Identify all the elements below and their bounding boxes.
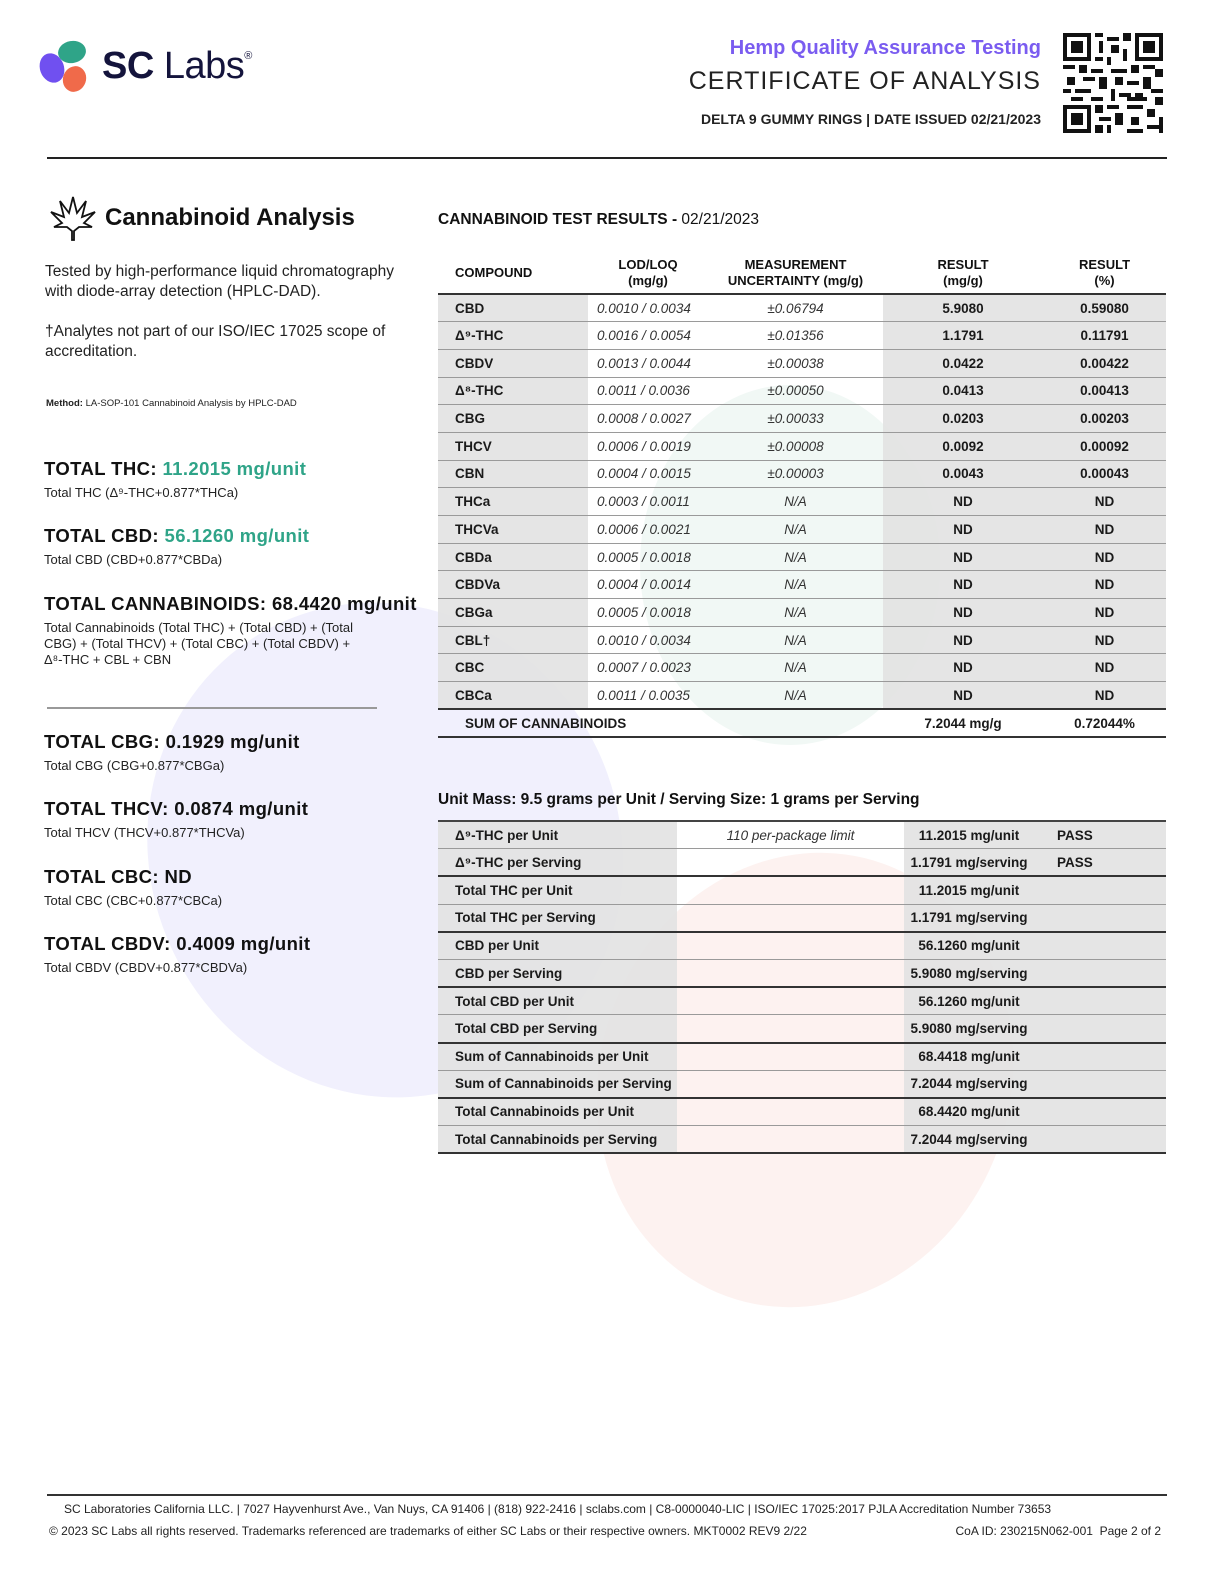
qr-code-icon[interactable] (1062, 33, 1164, 133)
serving-limit (677, 1043, 904, 1071)
serving-value: 7.2044 mg/serving (904, 1070, 1034, 1098)
uncertainty-value: N/A (708, 654, 883, 682)
serving-metric-name: CBD per Serving (438, 959, 677, 987)
serving-row (438, 1098, 1166, 1126)
brand-name: SC Labs® (102, 45, 252, 87)
uncertainty-value: ±0.00033 (708, 405, 883, 433)
compound-name: Δ⁹-THC (438, 322, 588, 350)
compound-name: CBC (438, 654, 588, 682)
result-row (438, 349, 1166, 377)
serving-value: 11.2015 mg/unit (904, 876, 1034, 904)
compound-name: CBL† (438, 626, 588, 654)
lodloq-value: 0.0008 / 0.0027 (588, 405, 708, 433)
result-pct: 0.00203 (1043, 405, 1166, 433)
cannabinoid-results-table (438, 252, 1166, 738)
serving-row (438, 959, 1166, 987)
scope-note: †Analytes not part of our ISO/IEC 17025 scope of accreditation. (45, 323, 386, 360)
serving-metric-name: Total Cannabinoids per Serving (438, 1126, 677, 1154)
serving-row (438, 821, 1166, 849)
result-row (438, 460, 1166, 488)
results-header-row (438, 252, 1166, 294)
serving-row (438, 987, 1166, 1015)
result-mgg: 0.0203 (883, 405, 1043, 433)
serving-metric-name: CBD per Unit (438, 932, 677, 960)
result-row (438, 516, 1166, 544)
footer-coa-id (956, 1524, 1162, 1538)
total-cbg: TOTAL CBG: 0.1929 mg/unit Total CBG (CBG+0.877*CBGa) (44, 731, 300, 773)
compound-name: THCa (438, 488, 588, 516)
sc-labs-logo-icon (40, 40, 92, 92)
pass-status (1034, 932, 1166, 960)
method-line: Method: LA-SOP-101 Cannabinoid Analysis by HPLC-DAD (46, 398, 297, 409)
result-pct: ND (1043, 571, 1166, 599)
header-divider (47, 157, 1167, 159)
serving-row (438, 1043, 1166, 1071)
sum-row (438, 709, 1166, 737)
result-pct: 0.00422 (1043, 349, 1166, 377)
footer-address: SC Laboratories California LLC. | 7027 Hayvenhurst Ave., Van Nuys, CA 91406 | (818) 922-2416 | sclabs.com | C8-0000040-LIC | ISO/IEC 17025:2017 PJLA Accreditation Number 73653 (64, 1502, 1052, 1516)
serving-limit (677, 1126, 904, 1154)
certificate-title: CERTIFICATE OF ANALYSIS (688, 67, 1041, 95)
serving-limit (677, 932, 904, 960)
result-mgg: ND (883, 571, 1043, 599)
page-number: Page 2 of 2 (1099, 1524, 1161, 1538)
serving-limit (677, 904, 904, 932)
result-mgg: ND (883, 488, 1043, 516)
sum-label: SUM OF CANNABINOIDS (438, 709, 883, 737)
result-row (438, 405, 1166, 433)
compound-name: CBN (438, 460, 588, 488)
uncertainty-value: ±0.01356 (708, 322, 883, 350)
serving-limit (677, 1070, 904, 1098)
result-pct: ND (1043, 516, 1166, 544)
result-row (438, 571, 1166, 599)
result-mgg: 1.1791 (883, 322, 1043, 350)
uncertainty-value: ±0.00008 (708, 432, 883, 460)
pass-status: PASS (1034, 849, 1166, 877)
result-mgg: 0.0043 (883, 460, 1043, 488)
uncertainty-value: N/A (708, 543, 883, 571)
section-heading: Cannabinoid Analysis (105, 204, 355, 231)
uncertainty-value: N/A (708, 571, 883, 599)
lodloq-value: 0.0011 / 0.0036 (588, 377, 708, 405)
serving-value: 68.4420 mg/unit (904, 1098, 1034, 1126)
serving-value: 1.1791 mg/serving (904, 849, 1034, 877)
serving-metric-name: Sum of Cannabinoids per Serving (438, 1070, 677, 1098)
result-row (438, 432, 1166, 460)
serving-metric-name: Total Cannabinoids per Unit (438, 1098, 677, 1126)
serving-metric-name: Total CBD per Serving (438, 1015, 677, 1043)
footer-copyright: © 2023 SC Labs all rights reserved. Trademarks referenced are trademarks of either SC Labs or their respective owners. MKT0002 REV9 2/22 (49, 1524, 807, 1538)
result-row (438, 682, 1166, 710)
result-pct: ND (1043, 488, 1166, 516)
pass-status (1034, 1126, 1166, 1154)
result-pct: 0.00092 (1043, 432, 1166, 460)
serving-row (438, 1015, 1166, 1043)
serving-row (438, 1070, 1166, 1098)
compound-name: THCV (438, 432, 588, 460)
certificate-header (689, 36, 1041, 128)
result-row (438, 488, 1166, 516)
lodloq-value: 0.0010 / 0.0034 (588, 294, 708, 322)
result-mgg: ND (883, 599, 1043, 627)
result-mgg: 5.9080 (883, 294, 1043, 322)
serving-row (438, 876, 1166, 904)
lodloq-value: 0.0003 / 0.0011 (588, 488, 708, 516)
result-mgg: ND (883, 682, 1043, 710)
serving-metric-name: Total THC per Serving (438, 904, 677, 932)
total-thc: TOTAL THC: 11.2015 mg/unit Total THC (Δ⁹-THC+0.877*THCa) (44, 458, 307, 500)
totals-divider (47, 707, 377, 709)
product-name: DELTA 9 GUMMY RINGS (700, 111, 863, 127)
result-row (438, 377, 1166, 405)
certificate-subtitle: Hemp Quality Assurance Testing (729, 37, 1041, 59)
serving-value: 5.9080 mg/serving (904, 1015, 1034, 1043)
serving-limit (677, 959, 904, 987)
serving-limit (677, 1015, 904, 1043)
coa-id: CoA ID: 230215N062-001 (955, 1524, 1093, 1538)
compound-name: CBCa (438, 682, 588, 710)
result-mgg: 0.0413 (883, 377, 1043, 405)
lodloq-value: 0.0016 / 0.0054 (588, 322, 708, 350)
total-cbd: TOTAL CBD: 56.1260 mg/unit Total CBD (CBD+0.877*CBDa) (44, 525, 310, 567)
serving-row (438, 904, 1166, 932)
compound-name: CBDVa (438, 571, 588, 599)
lodloq-value: 0.0013 / 0.0044 (588, 349, 708, 377)
lodloq-value: 0.0010 / 0.0034 (588, 626, 708, 654)
serving-metric-name: Total THC per Unit (438, 876, 677, 904)
sum-mgg: 7.2044 mg/g (883, 709, 1043, 737)
lodloq-value: 0.0005 / 0.0018 (588, 543, 708, 571)
serving-row (438, 1126, 1166, 1154)
serving-value: 5.9080 mg/serving (904, 959, 1034, 987)
result-mgg: ND (883, 626, 1043, 654)
compound-name: CBG (438, 405, 588, 433)
result-mgg: ND (883, 543, 1043, 571)
footer-divider (47, 1494, 1167, 1496)
serving-metric-name: Δ⁹-THC per Unit (438, 821, 677, 849)
uncertainty-value: ±0.00038 (708, 349, 883, 377)
compound-name: CBGa (438, 599, 588, 627)
result-mgg: ND (883, 516, 1043, 544)
serving-limit (677, 876, 904, 904)
compound-name: THCVa (438, 516, 588, 544)
uncertainty-value: ±0.00003 (708, 460, 883, 488)
result-pct: 0.00413 (1043, 377, 1166, 405)
result-pct: 0.59080 (1043, 294, 1166, 322)
uncertainty-value: ±0.00050 (708, 377, 883, 405)
total-cannabinoids: TOTAL CANNABINOIDS: 68.4420 mg/unit Total Cannabinoids (Total THC) + (Total CBD) + (Total CBG) + (Total THCV) + (Total CBC) + (Total CBDV) + Δ⁸-THC + CBL + CBN (44, 593, 417, 667)
result-row (438, 599, 1166, 627)
unit-mass-title: Unit Mass: 9.5 grams per Unit / Serving Size: 1 grams per Serving (438, 791, 920, 808)
total-thcv: TOTAL THCV: 0.0874 mg/unit Total THCV (THCV+0.877*THCVa) (44, 798, 309, 840)
serving-row (438, 849, 1166, 877)
result-pct: ND (1043, 543, 1166, 571)
sum-pct: 0.72044% (1043, 709, 1166, 737)
method-description (45, 262, 405, 362)
serving-limit (677, 987, 904, 1015)
lodloq-value: 0.0007 / 0.0023 (588, 654, 708, 682)
col-result-mgg: RESULT (mg/g) (937, 256, 989, 288)
result-row (438, 294, 1166, 322)
compound-name: CBDV (438, 349, 588, 377)
result-pct: ND (1043, 599, 1166, 627)
pass-status (1034, 959, 1166, 987)
lodloq-value: 0.0011 / 0.0035 (588, 682, 708, 710)
uncertainty-value: ±0.06794 (708, 294, 883, 322)
result-mgg: 0.0422 (883, 349, 1043, 377)
sc-labs-logo (40, 40, 252, 92)
date-issued: DATE ISSUED 02/21/2023 (873, 111, 1041, 127)
lodloq-value: 0.0006 / 0.0021 (588, 516, 708, 544)
result-row (438, 626, 1166, 654)
lodloq-value: 0.0004 / 0.0014 (588, 571, 708, 599)
product-date-line: DELTA 9 GUMMY RINGS | DATE ISSUED 02/21/2023 (700, 111, 1041, 127)
pass-status (1034, 1043, 1166, 1071)
serving-row (438, 932, 1166, 960)
serving-metric-name: Total CBD per Unit (438, 987, 677, 1015)
pass-status (1034, 1070, 1166, 1098)
uncertainty-value: N/A (708, 488, 883, 516)
col-lodloq: LOD/LOQ (mg/g) (618, 256, 678, 288)
compound-name: CBD (438, 294, 588, 322)
uncertainty-value: N/A (708, 682, 883, 710)
serving-value: 7.2044 mg/serving (904, 1126, 1034, 1154)
serving-value: 56.1260 mg/unit (904, 932, 1034, 960)
result-row (438, 543, 1166, 571)
pass-status (1034, 1015, 1166, 1043)
results-title: CANNABINOID TEST RESULTS - 02/21/2023 (438, 211, 759, 228)
result-mgg: 0.0092 (883, 432, 1043, 460)
col-uncertainty: MEASUREMENT UNCERTAINTY (mg/g) (727, 256, 864, 288)
lodloq-value: 0.0005 / 0.0018 (588, 599, 708, 627)
col-result-pct: RESULT (%) (1078, 256, 1131, 288)
serving-value: 1.1791 mg/serving (904, 904, 1034, 932)
serving-value: 56.1260 mg/unit (904, 987, 1034, 1015)
total-cbdv: TOTAL CBDV: 0.4009 mg/unit Total CBDV (CBDV+0.877*CBDVa) (44, 933, 311, 975)
result-pct: ND (1043, 654, 1166, 682)
col-compound: COMPOUND (455, 264, 533, 280)
result-row (438, 654, 1166, 682)
serving-limit (677, 849, 904, 877)
serving-limit: 110 per-package limit (677, 821, 904, 849)
serving-metric-name: Δ⁹-THC per Serving (438, 849, 677, 877)
pass-status (1034, 876, 1166, 904)
section-title (48, 193, 355, 243)
serving-value: 68.4418 mg/unit (904, 1043, 1034, 1071)
result-pct: 0.00043 (1043, 460, 1166, 488)
result-mgg: ND (883, 654, 1043, 682)
pass-status: PASS (1034, 821, 1166, 849)
serving-limit (677, 1098, 904, 1126)
result-pct: ND (1043, 626, 1166, 654)
lodloq-value: 0.0006 / 0.0019 (588, 432, 708, 460)
pass-status (1034, 987, 1166, 1015)
cannabis-leaf-icon (48, 193, 98, 243)
uncertainty-value: N/A (708, 516, 883, 544)
serving-metric-name: Sum of Cannabinoids per Unit (438, 1043, 677, 1071)
result-pct: ND (1043, 682, 1166, 710)
compound-name: CBDa (438, 543, 588, 571)
serving-value: 11.2015 mg/unit (904, 821, 1034, 849)
serving-table (438, 820, 1166, 1154)
hplc-description: Tested by high-performance liquid chromatography with diode-array detection (HPLC-DAD). (45, 263, 394, 300)
lodloq-value: 0.0004 / 0.0015 (588, 460, 708, 488)
result-row (438, 322, 1166, 350)
total-cbc: TOTAL CBC: ND Total CBC (CBC+0.877*CBCa) (44, 866, 223, 908)
compound-name: Δ⁸-THC (438, 377, 588, 405)
uncertainty-value: N/A (708, 599, 883, 627)
result-pct: 0.11791 (1043, 322, 1166, 350)
pass-status (1034, 1098, 1166, 1126)
uncertainty-value: N/A (708, 626, 883, 654)
pass-status (1034, 904, 1166, 932)
